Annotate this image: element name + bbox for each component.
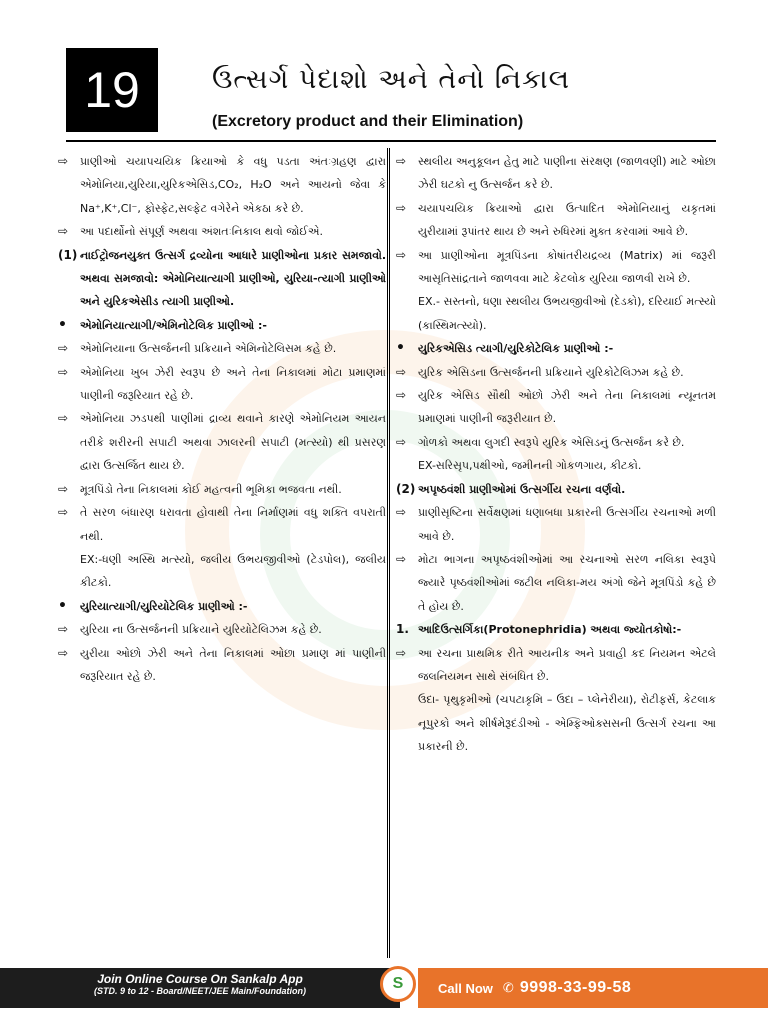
arrow-icon: ⇨: [396, 154, 407, 168]
item-text: એમોનિયા ખુબ ઝેરી સ્વરૂપ છે અને તેના નિકાલમાં મોટા પ્રમાણમાં પાણીની જરૂરિયાત રહે છે.: [80, 365, 386, 403]
left-column: [58, 150, 386, 688]
arrow-icon: ⇨: [58, 481, 69, 496]
arrow-icon: ⇨: [58, 622, 69, 637]
list-item: [396, 501, 716, 548]
footer-banner: [0, 962, 768, 1024]
list-item: [396, 431, 716, 454]
arrow-icon: ⇨: [396, 200, 407, 215]
column-divider: [387, 148, 390, 958]
item-text: મૂત્રપિંડો તેના નિકાલમાં કોઈ મહત્વની ભૂમિકા ભજવતા નથી.: [80, 482, 342, 496]
list-item: [58, 501, 386, 548]
list-item: [58, 314, 386, 337]
list-item: [58, 595, 386, 618]
item-marker: •: [58, 316, 67, 333]
list-item: [396, 478, 716, 501]
sankalp-logo: S: [380, 966, 416, 1002]
arrow-icon: ⇨: [396, 247, 407, 262]
item-text: આ રચના પ્રાથમિક રીતે આયનીક અને પ્રવાહી કદ નિયમન એટલે જલનિયમન સાથે સંબંધિત છે.: [418, 646, 716, 683]
arrow-icon: ⇨: [396, 505, 407, 520]
list-item: [396, 454, 716, 477]
item-text: ઉદા- પૃથુકૃમીઓ (ચપટાકૃમિ – ઉદા – પ્લેનેરીયા), રોટીફર્સ, કેટલાક નૂપુરકો અને શીર્ષમેરૂદંડીઓ - એમ્ફિઓક્સસની ઉત્સર્ગ રચના આ પ્રકારની છે.: [418, 693, 716, 754]
footer-call[interactable]: [418, 968, 768, 1008]
footer-promo-line1: Join Online Course On Sankalp App: [97, 972, 303, 986]
list-item: [396, 642, 716, 689]
item-text: પ્રાણીઓ ચયાપચયિક ક્રિયાઓ કે વધુ પડતા અંતઃગ્રહણ દ્વારા એમોનિયા,યુરિયા,યુરિકએસિડ,CO₂, H₂O અને આયનો જેવા કે Na⁺,K⁺,Cl⁻, ફોસ્ફેટ,સલ્ફેટ વગેરેને એકઠા કરે છે.: [80, 155, 386, 215]
footer-promo[interactable]: [0, 968, 400, 1008]
list-item: [58, 548, 386, 595]
chapter-title-english: (Excretory product and their Elimination): [212, 113, 524, 130]
list-item: [58, 337, 386, 360]
list-item: [396, 290, 716, 337]
item-text: યુરિયાત્યાગી/યુરિયોટેલિક પ્રાણીઓ :-: [80, 599, 248, 613]
item-marker: (1): [58, 247, 78, 262]
footer-promo-line2: (STD. 9 to 12 - Board/NEET/JEE Main/Foundation): [93, 986, 306, 996]
item-text: EX-સરિસૃપ,પક્ષીઓ, જમીનની ગોકળગાય, કીટકો.: [418, 459, 642, 473]
arrow-icon: ⇨: [396, 645, 407, 660]
call-now-label: Call Now: [438, 980, 493, 996]
item-marker: (2): [396, 481, 416, 496]
item-text: તે સરળ બંધારણ ધરાવતા હોવાથી તેના નિર્માણમાં વધુ શક્તિ વપરાતી નથી.: [80, 506, 386, 543]
item-text: સ્થલીય અનુકૂલન હેતુ માટે પાણીના સંરક્ષણ (જાળવણી) માટે ઓછા ઝેરી ઘટકો નુ ઉત્સર્જન કરે છે.: [418, 155, 716, 192]
arrow-icon: ⇨: [58, 224, 69, 239]
list-item: [58, 361, 386, 408]
item-marker: •: [396, 340, 405, 357]
list-item: [58, 150, 386, 220]
title-rule: [66, 140, 716, 142]
phone-number[interactable]: 9998-33-99-58: [519, 979, 632, 996]
list-item: [396, 548, 716, 618]
arrow-icon: ⇨: [396, 364, 407, 379]
item-text: નાઈટ્રોજનયુક્ત ઉત્સર્ગ દ્રવ્યોના આધારે પ્રાણીઓના પ્રકાર સમજાવો. અથવા સમજાવો: એમોનિયાત્યાગી પ્રાણીઓ, યુરિયા-ત્યાગી પ્રાણીઓ અને યુરિકએસીડ ત્યાગી પ્રાણીઓ.: [80, 248, 386, 309]
arrow-icon: ⇨: [58, 154, 69, 168]
arrow-icon: ⇨: [396, 551, 407, 566]
item-text: યુરિક એસિડ સૌથી ઓછો ઝેરી અને તેના નિકાલમાં ન્યૂનતમ પ્રમાણમાં પાણીની જરૂરીયાત છે.: [418, 389, 716, 426]
arrow-icon: ⇨: [58, 341, 69, 356]
list-item: [58, 478, 386, 501]
item-text: યુરિયા ના ઉત્સર્જનની પ્રક્રિયાને યુરિયોટેલિઝમ કહે છે.: [80, 623, 322, 637]
item-text: એમોનિયાના ઉત્સર્જનની પ્રક્રિયાને એમિનોટેલિસમ કહે છે.: [80, 342, 337, 356]
item-text: EX.- સસ્તનો, ધણા સ્થલીય ઉભયજીવીઓ (દેડકો), દરિયાઈ મત્સ્યો (કાસ્થિમત્સ્યો).: [418, 295, 716, 332]
item-text: યુરીયા ઓછો ઝેરી અને તેના નિકાલમાં ઓછા પ્રમાણ માં પાણીની જરૂરિયાત રહે છે.: [80, 646, 386, 683]
list-item: [58, 407, 386, 477]
list-item: [58, 220, 386, 243]
list-item: [396, 384, 716, 431]
item-text: એમોનિયા ઝડપથી પાણીમાં દ્રાવ્ય થવાને કારણે એમોનિયમ આયન તરીકે શરીરની સપાટી અથવા ઝાલરની સપાટી (મત્સ્યો) થી પ્રસરણ દ્વારા ઉત્સર્જિત થાય છે.: [80, 412, 386, 473]
list-item: [58, 642, 386, 689]
item-text: યુરિકએસિડ ત્યાગી/યુરિકોટેલિક પ્રાણીઓ :-: [418, 342, 614, 356]
item-text: આ પ્રાણીઓના મૂત્રપિંડના કોષાંતરીયદ્રવ્ય (Matrix) માં જરૂરી આસૃતિસાંદ્રતાને જાળવવા માટે કેટલોક યુરિયા જાળવી રાખે છે.: [418, 248, 716, 286]
item-text: યુરિક એસિડના ઉત્સર્જનની પ્રક્રિયાને યુરિકોટેલિઝમ કહે છે.: [418, 365, 684, 379]
arrow-icon: ⇨: [58, 505, 69, 520]
phone-icon: ✆: [502, 980, 514, 995]
list-item: [58, 618, 386, 641]
arrow-icon: ⇨: [396, 434, 407, 449]
item-text: ચયાપચયિક ક્રિયાઓ દ્વારા ઉત્પાદિત એમોનિયાનું યકૃતમાં યુરીયામાં રૂપાંતર થાય છે અને રુધિરમાં મુક્ત કરવામાં આવે છે.: [418, 201, 716, 239]
item-text: આદિઉત્સર્ગિકા(Protonephridia) અથવા જ્યોતકોષો:-: [418, 623, 682, 637]
item-text: ગોળકો અથવા લુગદી સ્વરૂપે યુરિક એસિડનું ઉત્સર્જન કરે છે.: [418, 435, 685, 449]
item-text: આ પદાર્થોનો સંપૂર્ણ અથવા અંશતઃનિકાલ થવો જોઈએ.: [80, 225, 323, 239]
item-marker: •: [58, 597, 67, 614]
list-item: [396, 337, 716, 360]
list-item: [58, 244, 386, 314]
chapter-number: 19: [66, 48, 158, 132]
arrow-icon: ⇨: [58, 645, 69, 660]
item-text: અપૃષ્ઠવંશી પ્રાણીઓમાં ઉત્સર્ગીય રચના વર્ણવો.: [418, 482, 626, 496]
right-column: [396, 150, 716, 759]
list-item: [396, 361, 716, 384]
item-text: મોટા ભાગના અપૃષ્ઠવંશીઓમાં આ રચનાઓ સરળ નલિકા સ્વરૂપે જ્યારે પૃષ્ઠવંશીઓમાં જટીલ નલિકા-મય અંગો જેને મૂત્રપિંડો કહે છે તે હોય છે.: [418, 552, 716, 613]
item-text: પ્રાણીસૃષ્ટિના સર્વેક્ષણમાં ધણાબધા પ્રકારની ઉત્સર્ગીય રચનાઓ મળી આવે છે.: [418, 506, 716, 543]
item-text: EX:-ધણી અસ્થિ મત્સ્યો, જલીય ઉભયજીવીઓ (ટેડપોલ), જલીય કીટકો.: [80, 552, 386, 590]
list-item: [396, 244, 716, 291]
arrow-icon: ⇨: [58, 411, 69, 426]
list-item: [396, 197, 716, 244]
chapter-title-gujarati: ઉત્સર્ગ પેદાશો અને તેનો નિકાલ: [212, 64, 571, 95]
list-item: [396, 688, 716, 758]
list-item: [396, 618, 716, 641]
arrow-icon: ⇨: [396, 388, 407, 403]
item-marker: 1.: [396, 622, 409, 637]
item-text: એમોનિયાત્યાગી/એમિનોટેલિક પ્રાણીઓ :-: [80, 318, 267, 332]
list-item: [396, 150, 716, 197]
arrow-icon: ⇨: [58, 364, 69, 379]
